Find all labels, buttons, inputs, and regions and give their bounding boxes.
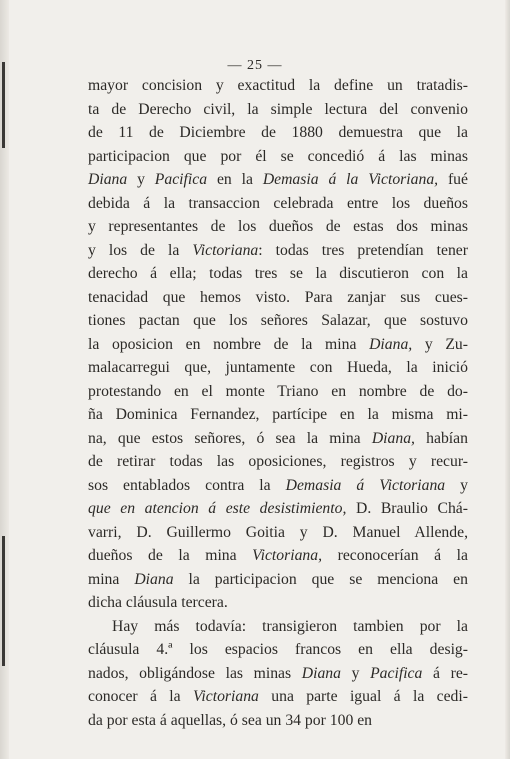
text-run: y: [445, 476, 468, 494]
text-run: Hay más todavía: transigieron tambien por la: [112, 617, 468, 635]
text-run: y Zu-: [412, 335, 468, 353]
text-run: mayor concision y exactitud la define un tratadis-: [88, 77, 468, 94]
text-line: [88, 98, 468, 122]
text-line: [88, 403, 468, 427]
text-run: en la: [207, 171, 263, 188]
text-run: mina: [88, 570, 135, 588]
page-number: — 25 —: [227, 58, 283, 73]
text-line: [88, 662, 468, 686]
text-line: [88, 497, 468, 521]
text-run: debida á la transaccion celebrada entre los dueños: [88, 194, 468, 212]
text-run: tiones pactan que los señores Salazar, que sostuvo: [88, 312, 468, 329]
text-line: [88, 333, 468, 357]
text-line: [88, 380, 468, 404]
text-run: participacion que por él se concedió á las minas: [88, 147, 468, 165]
text-line: [88, 474, 468, 498]
text-run: nados, obligándose las minas: [88, 664, 302, 682]
text-line: [88, 192, 468, 216]
text-line: [88, 239, 468, 263]
text-line: [88, 544, 468, 568]
italic-text: que en atencion á este desistimiento,: [88, 500, 347, 517]
text-line: [88, 638, 468, 662]
body-text: [88, 74, 468, 732]
text-line: [88, 215, 468, 239]
binding-mark: [2, 536, 5, 666]
text-line: [88, 121, 468, 145]
text-run: dicha cláusula tercera.: [88, 594, 228, 611]
text-run: ña Dominica Fernandez, partícipe en la misma mi-: [88, 406, 468, 423]
text-run: malacarregui que, juntamente con Hueda, la inició: [88, 359, 468, 376]
text-run: y: [340, 664, 371, 682]
text-run: de retirar todas las oposiciones, registros y recur-: [88, 453, 468, 470]
text-run: ta de Derecho civil, la simple lectura del convenio: [88, 100, 468, 118]
text-run: D. Braulio Chá-: [346, 500, 468, 517]
text-run: da por esta á aquellas, ó sea un 34 por 100 en: [88, 711, 373, 729]
italic-text: Victoriana: [192, 688, 259, 705]
text-run: derecho á ella; todas tres se la discutieron con la: [88, 265, 468, 282]
text-run: y los de la: [88, 241, 193, 259]
text-run: cláusula 4.ª los espacios francos en ella desig-: [88, 641, 468, 658]
italic-text: Pacifica: [370, 664, 423, 682]
text-run: tenacidad que hemos visto. Para zanjar sus cues-: [88, 288, 468, 306]
text-run: y: [127, 171, 155, 188]
text-line: [88, 615, 468, 639]
italic-text: Diana: [301, 664, 341, 682]
text-run: la oposicion en nombre de la mina: [88, 335, 370, 353]
text-line: [88, 145, 468, 169]
italic-text: Diana,: [371, 429, 415, 447]
text-run: na, que estos señores, ó sea la mina: [88, 429, 372, 447]
italic-text: Diana,: [369, 335, 413, 353]
italic-text: Victoriana,: [252, 547, 323, 564]
text-run: habían: [414, 429, 468, 447]
text-run: conocer á la: [88, 688, 193, 705]
italic-text: Demasia á la Victoriana,: [262, 171, 439, 188]
italic-text: Victoriana: [192, 241, 259, 259]
text-run: varri, D. Guillermo Goitia y D. Manuel Allende,: [88, 523, 468, 541]
text-line: [88, 74, 468, 98]
text-line: [88, 262, 468, 286]
text-line: [88, 427, 468, 451]
text-run: á re-: [422, 664, 469, 682]
page-right-edge: [505, 0, 510, 759]
italic-text: Demasia á Victoriana: [285, 476, 446, 494]
text-run: la participacion que se menciona en: [173, 570, 468, 588]
text-run: de 11 de Diciembre de 1880 demuestra que la: [88, 124, 468, 141]
text-line: [88, 521, 468, 545]
text-run: protestando en el monte Triano en nombre de do-: [88, 382, 468, 400]
text-run: dueños de la mina: [88, 547, 253, 564]
text-run: y representantes de los dueños de estas dos minas: [88, 218, 468, 235]
text-line: [88, 709, 468, 733]
text-line: [88, 168, 468, 192]
italic-text: Diana: [88, 171, 128, 188]
text-run: sos entablados contra la: [88, 476, 286, 494]
text-run: fué: [438, 171, 468, 188]
italic-text: Pacifica: [154, 171, 208, 188]
text-line: [88, 309, 468, 333]
text-line: [88, 568, 468, 592]
text-line: [88, 286, 468, 310]
text-line: [88, 356, 468, 380]
text-run: una parte igual á la cedi-: [258, 688, 468, 705]
page-left-edge: [0, 0, 9, 759]
binding-mark: [2, 62, 5, 148]
text-run: reconocerían á la: [322, 547, 468, 564]
text-run: : todas tres pretendían tener: [258, 241, 468, 259]
text-line: [88, 450, 468, 474]
text-line: [88, 685, 468, 709]
italic-text: Diana: [134, 570, 174, 588]
text-line: [88, 591, 468, 615]
